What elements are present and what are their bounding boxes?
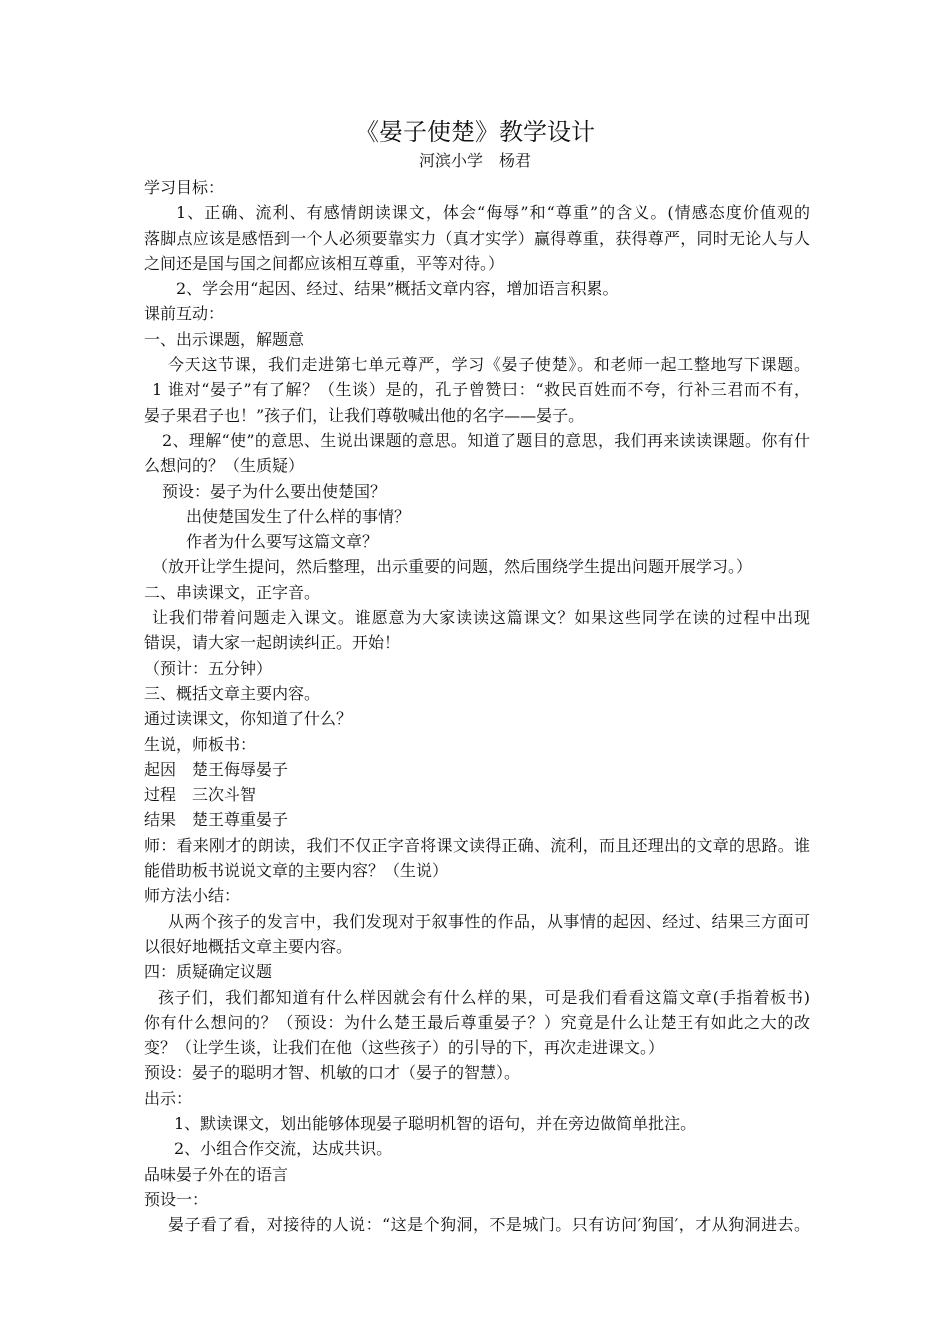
paragraph-line: 2、小组合作交流，达成共识。 [174,1139,393,1159]
paragraph-line: 生说，师板书： [144,734,257,754]
paragraph-line: 变？（让学生谈，让我们在他（这些孩子）的引导的下，再次走进课文。） [144,1038,665,1058]
paragraph-line: 之间还是国与国之间都应该相互尊重，平等对待。） [144,253,505,273]
paragraph-line: 出示： [144,1088,193,1108]
paragraph-line: （放开让学生提问，然后整理，出示重要的问题，然后围绕学生提出问题开展学习。） [152,557,753,577]
paragraph-line: 晏子看了看，对接待的人说：“这是个狗洞，不是城门。只有访问′狗国′，才从狗洞进去。 [168,1215,810,1235]
paragraph-line: 出使楚国发生了什么样的事情？ [186,506,411,526]
document-byline: 河滨小学 杨君 [418,151,531,170]
section-heading: 学习目标： [144,178,225,197]
paragraph-line: 2、理解“使”的意思、生说出课题的意思。知道了题目的意思，我们再来读读课题。你有什 [162,430,810,450]
document-body [144,175,810,1237]
paragraph-line: 能借助板书说说文章的主要内容？（生说） [144,861,449,881]
paragraph-line: 通过读课文，你知道了什么？ [144,709,353,729]
section-heading: 二、串读课文，正字音。 [144,582,321,602]
paragraph-line: 预设一： [144,1189,209,1209]
section-heading: 课前互动： [144,304,225,324]
paragraph-line: 预设：晏子的聪明才智、机敏的口才（晏子的智慧）。 [144,1063,521,1083]
paragraph-line: 错误，请大家一起朗读纠正。开始！ [144,633,401,653]
paragraph-line: 么想问的？（生质疑） [144,456,305,476]
paragraph-line: 让我们带着问题走入课文。谁愿意为大家读读这篇课文？如果这些同学在读的过程中出现 [152,608,810,628]
section-heading: 一、出示课题，解题意 [144,329,305,349]
paragraph-line: 预设：晏子为什么要出使楚国？ [162,481,387,501]
paragraph-line: 2、学会用“起因、经过、结果”概括文章内容，增加语言积累。 [176,279,619,299]
board-note-line: 结果 楚王尊重晏子 [144,810,289,830]
paragraph-line: （预计：五分钟） [144,658,273,678]
paragraph-line: 以很好地概括文章主要内容。 [144,936,353,956]
paragraph-line: 你有什么想问的？（预设：为什么楚王最后尊重晏子？）究竟是什么让楚王有如此之大的改 [144,1012,810,1032]
section-heading: 四：质疑确定议题 [144,962,273,982]
paragraph-line: 1 谁对“晏子”有了解？（生谈）是的，孔子曾赞曰：“救民百姓而不夸，行补三君而不有， [152,380,810,400]
paragraph-line: 1、正确、流利、有感情朗读课文，体会“侮辱”和“尊重”的含义。(情感态度价值观的 [176,203,810,223]
document-title: 《晏子使楚》教学设计 [355,118,595,146]
paragraph-line: 品味晏子外在的语言 [144,1164,289,1184]
paragraph-line: 师：看来刚才的朗读，我们不仅正字音将课文读得正确、流利，而且还理出的文章的思路。谁 [144,835,810,855]
paragraph-line: 今天这节课，我们走进第七单元尊严，学习《晏子使楚》。和老师一起工整地写下课题。 [168,355,810,375]
section-heading: 三、概括文章主要内容。 [144,683,321,703]
paragraph-line: 孩子们，我们都知道有什么样因就会有什么样的果，可是我们看看这篇文章(手指着板书) [158,987,810,1007]
paragraph-line: 师方法小结： [144,886,241,906]
paragraph-line: 作者为什么要写这篇文章？ [186,532,379,552]
paragraph-line: 从两个孩子的发言中，我们发现对于叙事性的作品，从事情的起因、经过、结果三方面可 [168,911,810,931]
board-note-line: 起因 楚王侮辱晏子 [144,759,289,779]
paragraph-line: 晏子果君子也！”孩子们，让我们尊敬喊出他的名字——晏子。 [144,405,585,425]
board-note-line: 过程 三次斗智 [144,785,257,805]
paragraph-line: 1、默读课文，划出能够体现晏子聪明机智的语句，并在旁边做简单批注。 [174,1113,697,1133]
paragraph-line: 落脚点应该是感悟到一个人必须要靠实力（真才实学）赢得尊重，获得尊严，同时无论人与人 [144,228,810,248]
